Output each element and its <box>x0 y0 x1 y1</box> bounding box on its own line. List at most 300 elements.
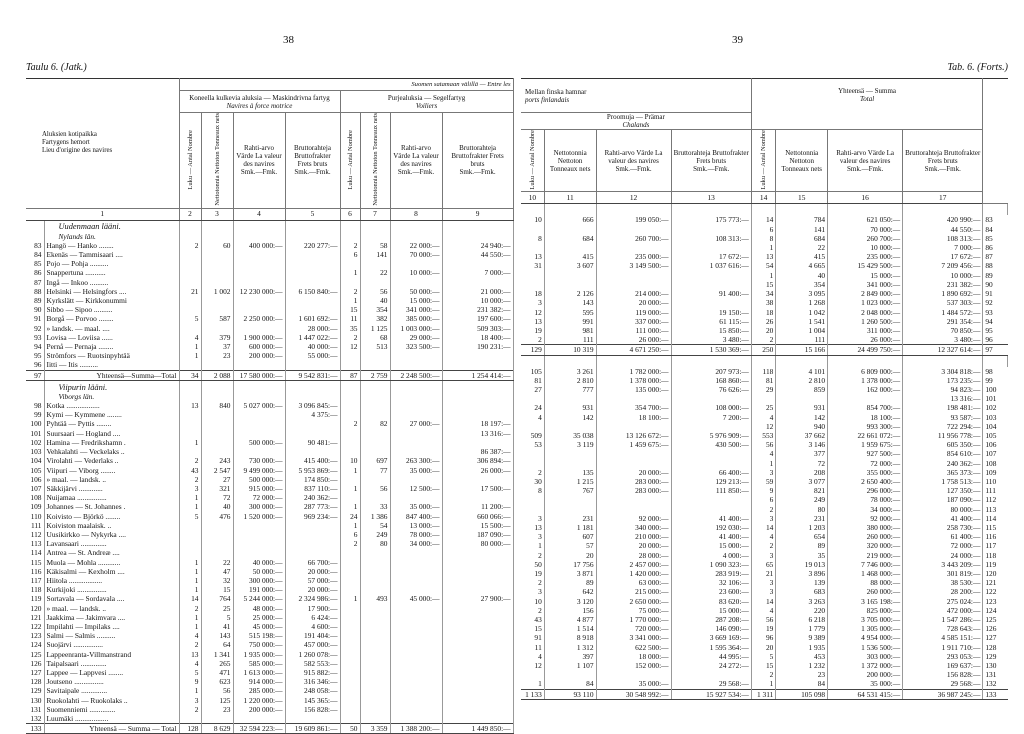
column-number: 12 <box>596 192 671 204</box>
total-row <box>26 724 513 734</box>
data-cell-c13: 175 773:— <box>671 215 751 224</box>
data-cell-c14: 3 <box>751 578 776 587</box>
table-row <box>521 661 1008 670</box>
data-cell-c17: 240 362:— <box>903 459 983 468</box>
net-tonnage-header: Nettotonnia Nettoton Tonneaux nets <box>201 113 233 209</box>
data-cell-c2 <box>179 714 201 724</box>
empty-cell <box>360 380 390 392</box>
table-row <box>521 459 1008 468</box>
data-cell-c2: 1 <box>179 438 201 447</box>
data-cell-c12: 152 000:— <box>596 661 671 670</box>
data-cell-c3: 243 <box>201 456 233 465</box>
data-cell-c4 <box>233 278 285 287</box>
table-row <box>521 234 1008 243</box>
data-cell-c16: 34 000:— <box>828 505 903 514</box>
data-cell-c10: 18 <box>521 289 544 298</box>
data-cell-c9: 306 894:— <box>442 456 513 465</box>
data-cell-c10: 2 <box>521 551 544 560</box>
data-cell-c9: 1 449 850:— <box>442 724 513 734</box>
empty-cell <box>390 220 442 232</box>
running-head-right: Tab. 6. (Forts.) <box>947 62 1008 73</box>
data-cell-c5: 20 000:— <box>285 585 340 594</box>
data-cell-c7: 1 386 <box>360 512 390 521</box>
data-cell-c2 <box>179 250 201 259</box>
data-cell-c9 <box>442 686 513 695</box>
data-cell-c11 <box>544 225 596 234</box>
data-cell-c8 <box>390 401 442 410</box>
row-number: 117 <box>26 576 44 585</box>
port-name: Sibbo — Sipoo .......... <box>44 305 179 314</box>
table-row <box>521 289 1008 298</box>
data-cell-c15: 1 203 <box>776 523 828 532</box>
column-number: 15 <box>776 192 828 204</box>
table-row <box>26 268 513 277</box>
table-row <box>26 484 513 493</box>
data-cell-c15: 9 389 <box>776 633 828 642</box>
port-name: Koiviston maalaisk. .. <box>44 521 179 530</box>
data-cell-c15: 654 <box>776 532 828 541</box>
empty-cell <box>442 220 513 232</box>
data-cell-c7: 56 <box>360 287 390 296</box>
empty-cell <box>340 232 360 241</box>
empty-cell <box>360 220 390 232</box>
table-row <box>521 679 1008 689</box>
table-row <box>521 225 1008 234</box>
data-cell-c9: 10 000:— <box>442 296 513 305</box>
empty-cell <box>340 380 360 392</box>
data-cell-c5: 316 346:— <box>285 677 340 686</box>
empty-cell <box>390 392 442 401</box>
data-cell-c2 <box>179 296 201 305</box>
data-cell-c8 <box>390 447 442 456</box>
data-cell-c17: 293 053:— <box>903 652 983 661</box>
data-cell-c8 <box>390 558 442 567</box>
data-cell-c11: 111 <box>544 335 596 345</box>
data-cell-c2: 1 <box>179 622 201 631</box>
data-cell-c7 <box>360 631 390 640</box>
data-cell-c17: 198 481:— <box>903 403 983 412</box>
data-cell-c16: 26 000:— <box>828 335 903 345</box>
data-cell-c3 <box>201 429 233 438</box>
data-cell-c3: 8 629 <box>201 724 233 734</box>
row-number: 113 <box>985 504 997 514</box>
data-cell-c15: 22 <box>776 243 828 252</box>
table-row <box>521 317 1008 326</box>
data-cell-c14: 15 <box>751 280 776 289</box>
section-spacer <box>521 204 1008 216</box>
row-number: 86 <box>985 243 993 253</box>
data-cell-c8: 35 000:— <box>390 502 442 511</box>
data-cell-c8 <box>390 429 442 438</box>
data-cell-c16: 92 000:— <box>828 514 903 523</box>
row-number: 112 <box>985 495 997 505</box>
data-cell-c3 <box>201 296 233 305</box>
table-row <box>521 243 1008 252</box>
data-cell-c9: 11 200:— <box>442 502 513 511</box>
data-cell-c3: 840 <box>201 401 233 410</box>
data-cell-c14: 2 <box>751 670 776 679</box>
data-cell-c17: 169 637:— <box>903 661 983 670</box>
data-cell-c2: 1 <box>179 493 201 502</box>
row-number: 95 <box>985 325 993 335</box>
data-cell-c2: 5 <box>179 668 201 677</box>
data-cell-c13: 19 150:— <box>671 308 751 317</box>
table-row <box>26 250 513 259</box>
data-cell-c3: 40 <box>201 502 233 511</box>
data-cell-c16: 993 300:— <box>828 422 903 431</box>
data-cell-c8 <box>390 604 442 613</box>
data-cell-c3: 623 <box>201 677 233 686</box>
column-number: 8 <box>390 208 442 220</box>
data-cell-c15: 3 146 <box>776 440 828 449</box>
data-cell-c7 <box>360 677 390 686</box>
row-number: 97 <box>26 370 44 380</box>
data-cell-c11: 595 <box>544 308 596 317</box>
data-cell-c11: 142 <box>544 413 596 422</box>
column-number: 7 <box>360 208 390 220</box>
empty-cell <box>340 392 360 401</box>
data-cell-c15: 40 <box>776 271 828 280</box>
data-cell-c16: 4 954 000:— <box>828 633 903 642</box>
data-cell-c12 <box>596 670 671 679</box>
data-cell-c14: 34 <box>751 289 776 298</box>
data-cell-c4: 600 000:— <box>233 342 285 351</box>
data-cell-c8: 35 000:— <box>390 466 442 475</box>
data-cell-c7 <box>360 714 390 724</box>
data-cell-c14: 5 <box>751 652 776 661</box>
empty-cell <box>442 392 513 401</box>
empty-cell <box>340 220 360 232</box>
port-name: Savitaipale .............. <box>44 686 179 695</box>
data-cell-c8 <box>390 622 442 631</box>
port-name: Vehkalahti — Veckelaks .. <box>44 447 179 456</box>
data-cell-c6: 35 <box>340 324 360 333</box>
data-cell-c10: 2 <box>521 468 544 477</box>
data-cell-c8 <box>390 360 442 370</box>
data-cell-c12: 1 459 675:— <box>596 440 671 449</box>
total-row <box>521 689 1008 699</box>
section-heading <box>26 220 513 232</box>
data-cell-c2 <box>179 447 201 456</box>
data-cell-c3 <box>201 548 233 557</box>
empty-cell <box>201 232 233 241</box>
data-cell-c8 <box>390 705 442 714</box>
data-cell-c2 <box>179 360 201 370</box>
data-cell-c9: 24 940:— <box>442 241 513 250</box>
port-name: Taipalsaari .............. <box>44 659 179 668</box>
row-number: 125 <box>985 615 997 624</box>
row-number: 93 <box>985 307 993 317</box>
data-cell-c15: 1 232 <box>776 661 828 670</box>
data-cell-c3 <box>201 268 233 277</box>
data-cell-c13 <box>671 394 751 403</box>
data-cell-c12: 13 126 672:— <box>596 431 671 440</box>
table-row <box>521 587 1008 596</box>
data-cell-c6: 1 <box>340 296 360 305</box>
data-cell-c3 <box>201 410 233 419</box>
data-cell-c14 <box>751 394 776 403</box>
data-cell-c17: 275 024:— <box>903 597 983 606</box>
data-cell-c2 <box>179 539 201 548</box>
row-number: 128 <box>26 677 44 686</box>
data-cell-c7 <box>360 604 390 613</box>
row-number: 107 <box>26 484 44 493</box>
data-cell-c7: 54 <box>360 521 390 530</box>
row-number: 111 <box>985 486 996 496</box>
data-cell-c8 <box>390 576 442 585</box>
row-number: 102 <box>26 438 44 447</box>
data-cell-c5 <box>285 278 340 287</box>
data-cell-c10: 129 <box>521 345 544 355</box>
page-number-left: 38 <box>283 34 294 46</box>
data-cell-c12 <box>596 495 671 504</box>
data-cell-c8 <box>390 410 442 419</box>
data-cell-c6: 15 <box>340 305 360 314</box>
table-row <box>26 622 513 631</box>
data-cell-c12: 622 500:— <box>596 643 671 652</box>
data-cell-c15: 19 013 <box>776 560 828 569</box>
data-cell-c13: 3 669 169:— <box>671 633 751 642</box>
data-cell-c7 <box>360 659 390 668</box>
data-cell-c9: 17 500:— <box>442 484 513 493</box>
data-cell-c8: 29 000:— <box>390 333 442 342</box>
data-cell-c17: 1 484 572:— <box>903 308 983 317</box>
data-cell-c17: 291 354:— <box>903 317 983 326</box>
port-name: Kymi — Kymmene ........ <box>44 410 179 419</box>
data-cell-c7: 33 <box>360 502 390 511</box>
data-cell-c10 <box>521 271 544 280</box>
data-cell-c5: 415 400:— <box>285 456 340 465</box>
data-cell-c6 <box>340 493 360 502</box>
empty-cell <box>671 355 751 367</box>
data-cell-c8 <box>390 613 442 622</box>
data-cell-c8 <box>390 259 442 268</box>
row-number: 101 <box>985 394 997 404</box>
data-cell-c4: 1 520 000:— <box>233 512 285 521</box>
data-cell-c16: 320 000:— <box>828 541 903 550</box>
data-cell-c14: 25 <box>751 403 776 412</box>
data-cell-c14: 3 <box>751 514 776 523</box>
data-cell-c12 <box>596 225 671 234</box>
data-cell-c11: 397 <box>544 652 596 661</box>
data-cell-c13: 61 115:— <box>671 317 751 326</box>
data-cell-c13: 146 090:— <box>671 624 751 633</box>
data-cell-c17: 156 828:— <box>903 670 983 679</box>
table-row <box>521 394 1008 403</box>
data-cell-c7 <box>360 585 390 594</box>
row-number: 104 <box>985 421 997 431</box>
data-cell-c8 <box>390 696 442 705</box>
row-number: 95 <box>26 351 44 360</box>
data-cell-c11: 981 <box>544 326 596 335</box>
row-number: 99 <box>26 410 44 419</box>
data-cell-c16: 7 746 000:— <box>828 560 903 569</box>
column-number: 2 <box>179 208 201 220</box>
data-cell-c3: 72 <box>201 493 233 502</box>
data-cell-c11 <box>544 459 596 468</box>
data-cell-c4: 5 244 000:— <box>233 594 285 603</box>
data-cell-c14: 9 <box>751 486 776 495</box>
data-cell-c3: 41 <box>201 622 233 631</box>
data-cell-c12: 199 050:— <box>596 215 671 224</box>
data-cell-c5: 17 900:— <box>285 604 340 613</box>
data-cell-c11: 767 <box>544 486 596 495</box>
data-cell-c16: 1 260 500:— <box>828 317 903 326</box>
port-name: Lavansaari .............. <box>44 539 179 548</box>
data-cell-c16: 3 165 198:— <box>828 597 903 606</box>
table-row <box>26 650 513 659</box>
data-cell-c10: 2 <box>521 606 544 615</box>
data-cell-c5 <box>285 714 340 724</box>
data-cell-c3: 379 <box>201 333 233 342</box>
data-cell-c17: 173 235:— <box>903 376 983 385</box>
data-cell-c13: 91 400:— <box>671 289 751 298</box>
data-cell-c13 <box>671 670 751 679</box>
data-cell-c14: 54 <box>751 261 776 270</box>
data-cell-c2: 2 <box>179 705 201 714</box>
row-number: 120 <box>985 568 997 578</box>
data-cell-c9: 231 382:— <box>442 305 513 314</box>
port-name: Antrea — St. Andreæ .... <box>44 548 179 557</box>
data-cell-c13: 1 530 369:— <box>671 345 751 355</box>
data-cell-c8: 34 000:— <box>390 539 442 548</box>
table-row <box>521 615 1008 624</box>
port-name: Borgå — Porvoo ........ <box>44 314 179 323</box>
row-number: 120 <box>26 604 44 613</box>
data-cell-c14: 14 <box>751 215 776 224</box>
data-cell-c10: 10 <box>521 597 544 606</box>
data-cell-c4: 191 000:— <box>233 585 285 594</box>
row-number: 129 <box>985 651 997 661</box>
table-row <box>521 578 1008 587</box>
data-cell-c9: 15 500:— <box>442 521 513 530</box>
data-cell-c11 <box>544 449 596 458</box>
row-number: 87 <box>985 252 993 262</box>
data-cell-c7: 68 <box>360 333 390 342</box>
table-row <box>521 505 1008 514</box>
data-cell-c4 <box>233 521 285 530</box>
data-cell-c7 <box>360 429 390 438</box>
row-number: 99 <box>985 375 993 385</box>
empty-cell <box>285 232 340 241</box>
data-cell-c6 <box>340 668 360 677</box>
data-cell-c8 <box>390 686 442 695</box>
data-cell-c12: 215 000:— <box>596 587 671 596</box>
data-cell-c9: 86 387:— <box>442 447 513 456</box>
data-cell-c3 <box>201 324 233 333</box>
table-row <box>521 532 1008 541</box>
data-cell-c15: 784 <box>776 215 828 224</box>
data-cell-c11: 4 877 <box>544 615 596 624</box>
row-number: 122 <box>26 622 44 631</box>
table-row <box>521 486 1008 495</box>
data-cell-c10: 2 <box>521 578 544 587</box>
table-row <box>26 241 513 250</box>
table-row <box>521 261 1008 270</box>
row-number: 83 <box>985 215 993 225</box>
port-name: Käkisalmi — Kexholm .... <box>44 567 179 576</box>
data-cell-c5 <box>285 429 340 438</box>
port-name: Lappee — Lappvesi ........ <box>44 668 179 677</box>
data-cell-c13: 5 976 909:— <box>671 431 751 440</box>
data-cell-c2: 43 <box>179 466 201 475</box>
row-number: 84 <box>985 224 993 234</box>
data-cell-c7 <box>360 259 390 268</box>
table-row <box>26 714 513 724</box>
data-cell-c10: 13 <box>521 317 544 326</box>
row-number: 91 <box>985 289 993 299</box>
data-cell-c13: 15 850:— <box>671 326 751 335</box>
data-cell-c6 <box>340 259 360 268</box>
data-cell-c2: 9 <box>179 677 201 686</box>
data-cell-c8 <box>390 548 442 557</box>
data-cell-c2: 13 <box>179 650 201 659</box>
data-cell-c11: 931 <box>544 403 596 412</box>
row-number: 125 <box>26 650 44 659</box>
empty-cell <box>233 380 285 392</box>
data-cell-c2 <box>179 419 201 428</box>
port-name: Yhteensä—Summa—Total <box>44 370 179 380</box>
data-cell-c4: 750 000:— <box>233 640 285 649</box>
data-cell-c8: 341 000:— <box>390 305 442 314</box>
data-cell-c8 <box>390 278 442 287</box>
port-name: Ekenäs — Tammisaari .... <box>44 250 179 259</box>
data-cell-c13: 4 000:— <box>671 551 751 560</box>
data-cell-c3 <box>201 438 233 447</box>
row-number: 88 <box>985 261 993 271</box>
data-cell-c4: 45 000:— <box>233 622 285 631</box>
data-cell-c16: 355 000:— <box>828 468 903 477</box>
data-cell-c16: 72 000:— <box>828 459 903 468</box>
data-cell-c14: 3 <box>751 587 776 596</box>
table-row <box>521 326 1008 335</box>
data-cell-c10: 19 <box>521 326 544 335</box>
data-cell-c4: 12 230 000:— <box>233 287 285 296</box>
table-row <box>521 551 1008 560</box>
data-cell-c6: 2 <box>340 333 360 342</box>
data-cell-c8 <box>390 668 442 677</box>
data-cell-c12: 235 000:— <box>596 252 671 261</box>
data-cell-c5: 6 150 840:— <box>285 287 340 296</box>
row-number: 96 <box>26 360 44 370</box>
data-cell-c11: 35 038 <box>544 431 596 440</box>
data-cell-c12: 1 770 000:— <box>596 615 671 624</box>
data-cell-c8: 1 003 000:— <box>390 324 442 333</box>
data-cell-c15: 80 <box>776 505 828 514</box>
data-cell-c14: 2 <box>751 335 776 345</box>
data-cell-c16: 1 023 000:— <box>828 298 903 307</box>
data-cell-c10: 24 <box>521 403 544 412</box>
data-cell-c6 <box>340 705 360 714</box>
data-cell-c2: 2 <box>179 604 201 613</box>
table-row <box>521 413 1008 422</box>
data-cell-c7: 58 <box>360 241 390 250</box>
data-cell-c14: 38 <box>751 298 776 307</box>
data-cell-c4: 914 000:— <box>233 677 285 686</box>
column-number: 10 <box>521 192 544 204</box>
data-cell-c8: 1 388 200:— <box>390 724 442 734</box>
data-cell-c7 <box>360 622 390 631</box>
port-name: Viipuri — Viborg ........ <box>44 466 179 475</box>
data-cell-c3: 32 <box>201 576 233 585</box>
data-cell-c7 <box>360 438 390 447</box>
data-cell-c11: 777 <box>544 385 596 394</box>
data-cell-c2: 1 <box>179 342 201 351</box>
empty-cell <box>983 355 1008 367</box>
data-cell-c17: 1 758 513:— <box>903 477 983 486</box>
data-cell-c10 <box>521 243 544 252</box>
data-cell-c14: 29 <box>751 385 776 394</box>
